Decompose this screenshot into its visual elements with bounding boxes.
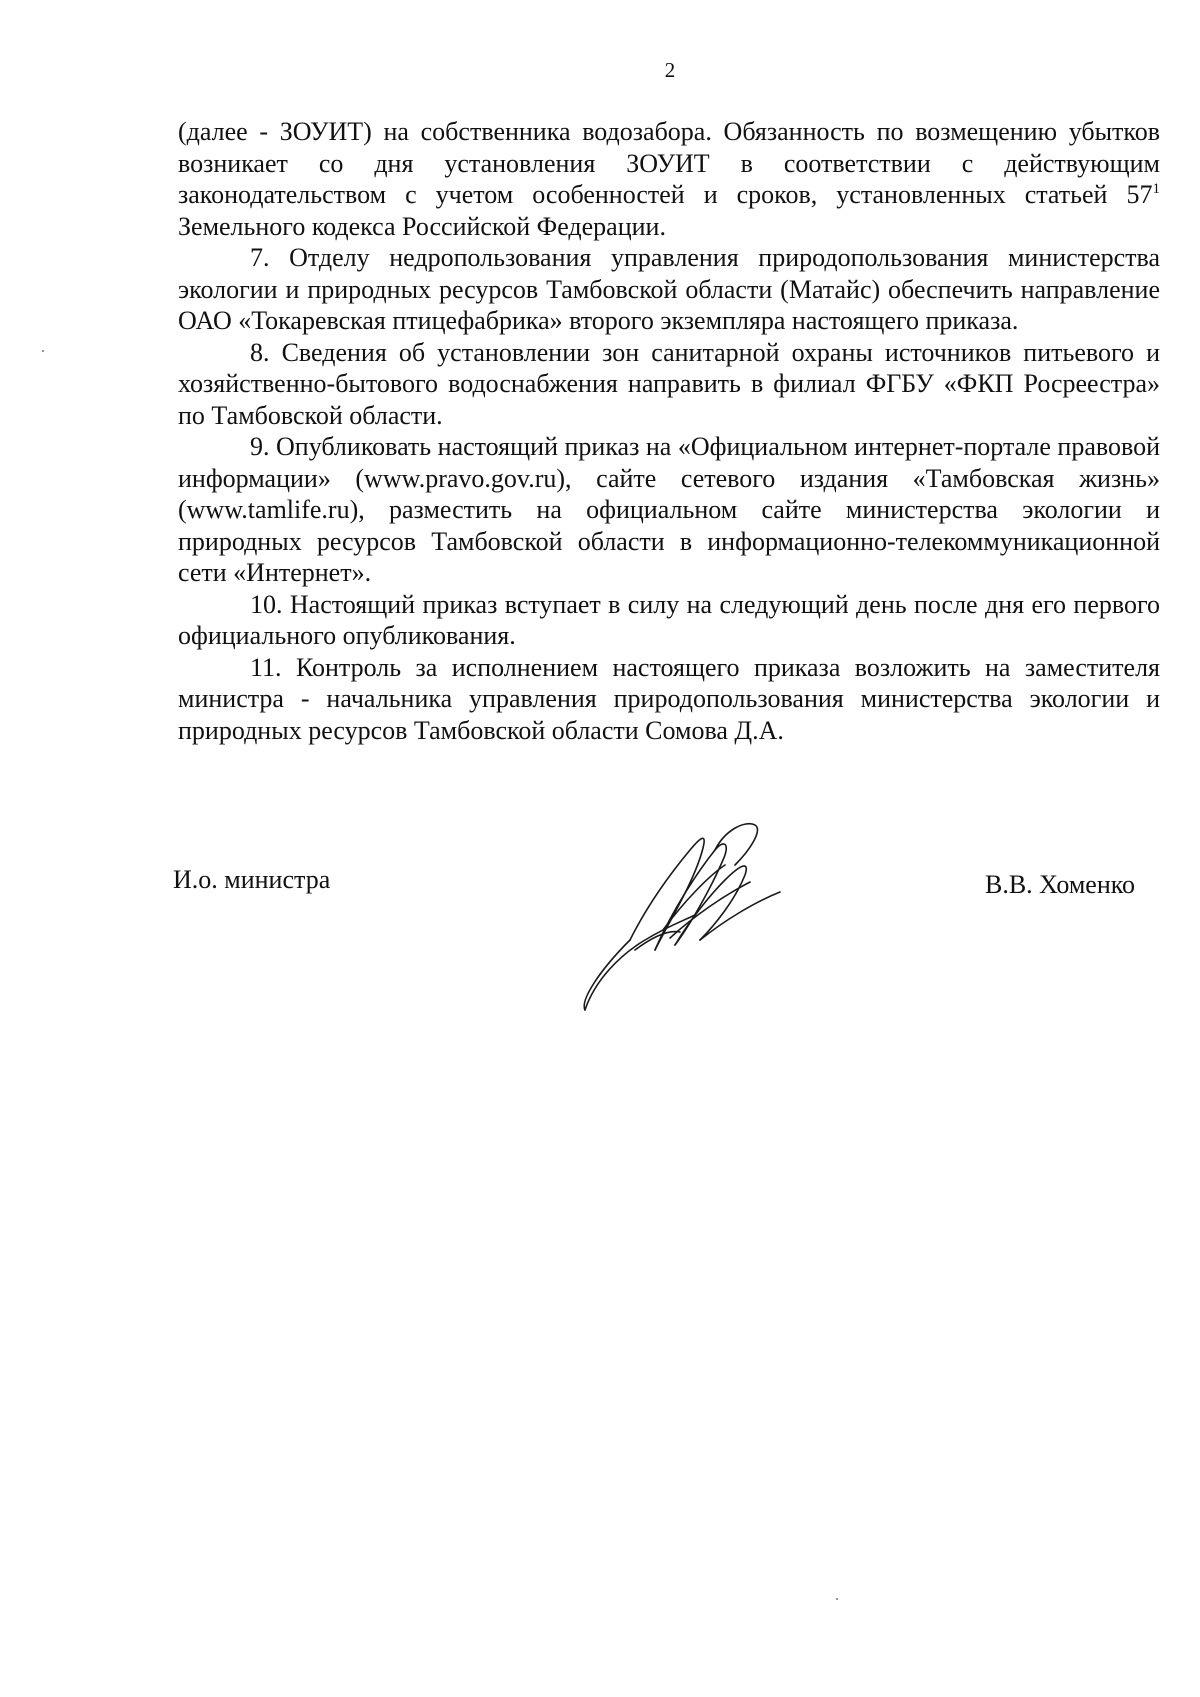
paragraph-11: 11. Контроль за исполнением настоящего приказа возложить на заместителя министра - начальника управления природопользования министерства экологии и природных ресурсов Тамбовской области Сомова Д.А. [178, 652, 1160, 745]
paragraph-9: 9. Опубликовать настоящий приказ на «Официальном интернет-портале правовой информации» (www.pravo.gov.ru), сайте сетевого издания «Тамбовская жизнь» (www.tamlife.ru), разместить на официальном сайте министерства экологии и природных ресурсов Тамбовской области в информационно-телекоммуникационной сети «Интернет». [178, 432, 1160, 587]
paragraph-6-continuation [178, 116, 1160, 242]
document-body [178, 116, 1160, 746]
article-superscript: 1 [1152, 181, 1160, 197]
page-number: 2 [664, 58, 676, 82]
paragraph-6-text: (далее - ЗОУИТ) на собственника водозабора. Обязанность по возмещению убытков возникает со дня установления ЗОУИТ в соответствии с действующим законодательством с учетом особенностей и сроков, установленных статьей 57 [178, 117, 1160, 209]
signatory-name: В.В. Хоменко [985, 870, 1136, 899]
paragraph-6-text-end: Земельного кодекса Российской Федерации. [178, 211, 666, 241]
handwritten-signature [575, 820, 805, 1020]
paragraph-7: 7. Отделу недропользования управления природопользования министерства экологии и природных ресурсов Тамбовской области (Матайс) обеспечить направление ОАО «Токаревская птицефабрика» второго экземпляра настоящего приказа. [178, 243, 1160, 335]
paragraph-8: 8. Сведения об установлении зон санитарной охраны источников питьевого и хозяйственно-бытового водоснабжения направить в филиал ФГБУ «ФКП Росреестра» по Тамбовской области. [178, 337, 1160, 430]
paragraph-10: 10. Настоящий приказ вступает в силу на следующий день после дня его первого официального опубликования. [178, 589, 1160, 650]
scan-speck [836, 1598, 838, 1600]
signatory-position: И.о. министра [173, 865, 331, 894]
scan-speck [42, 350, 44, 352]
